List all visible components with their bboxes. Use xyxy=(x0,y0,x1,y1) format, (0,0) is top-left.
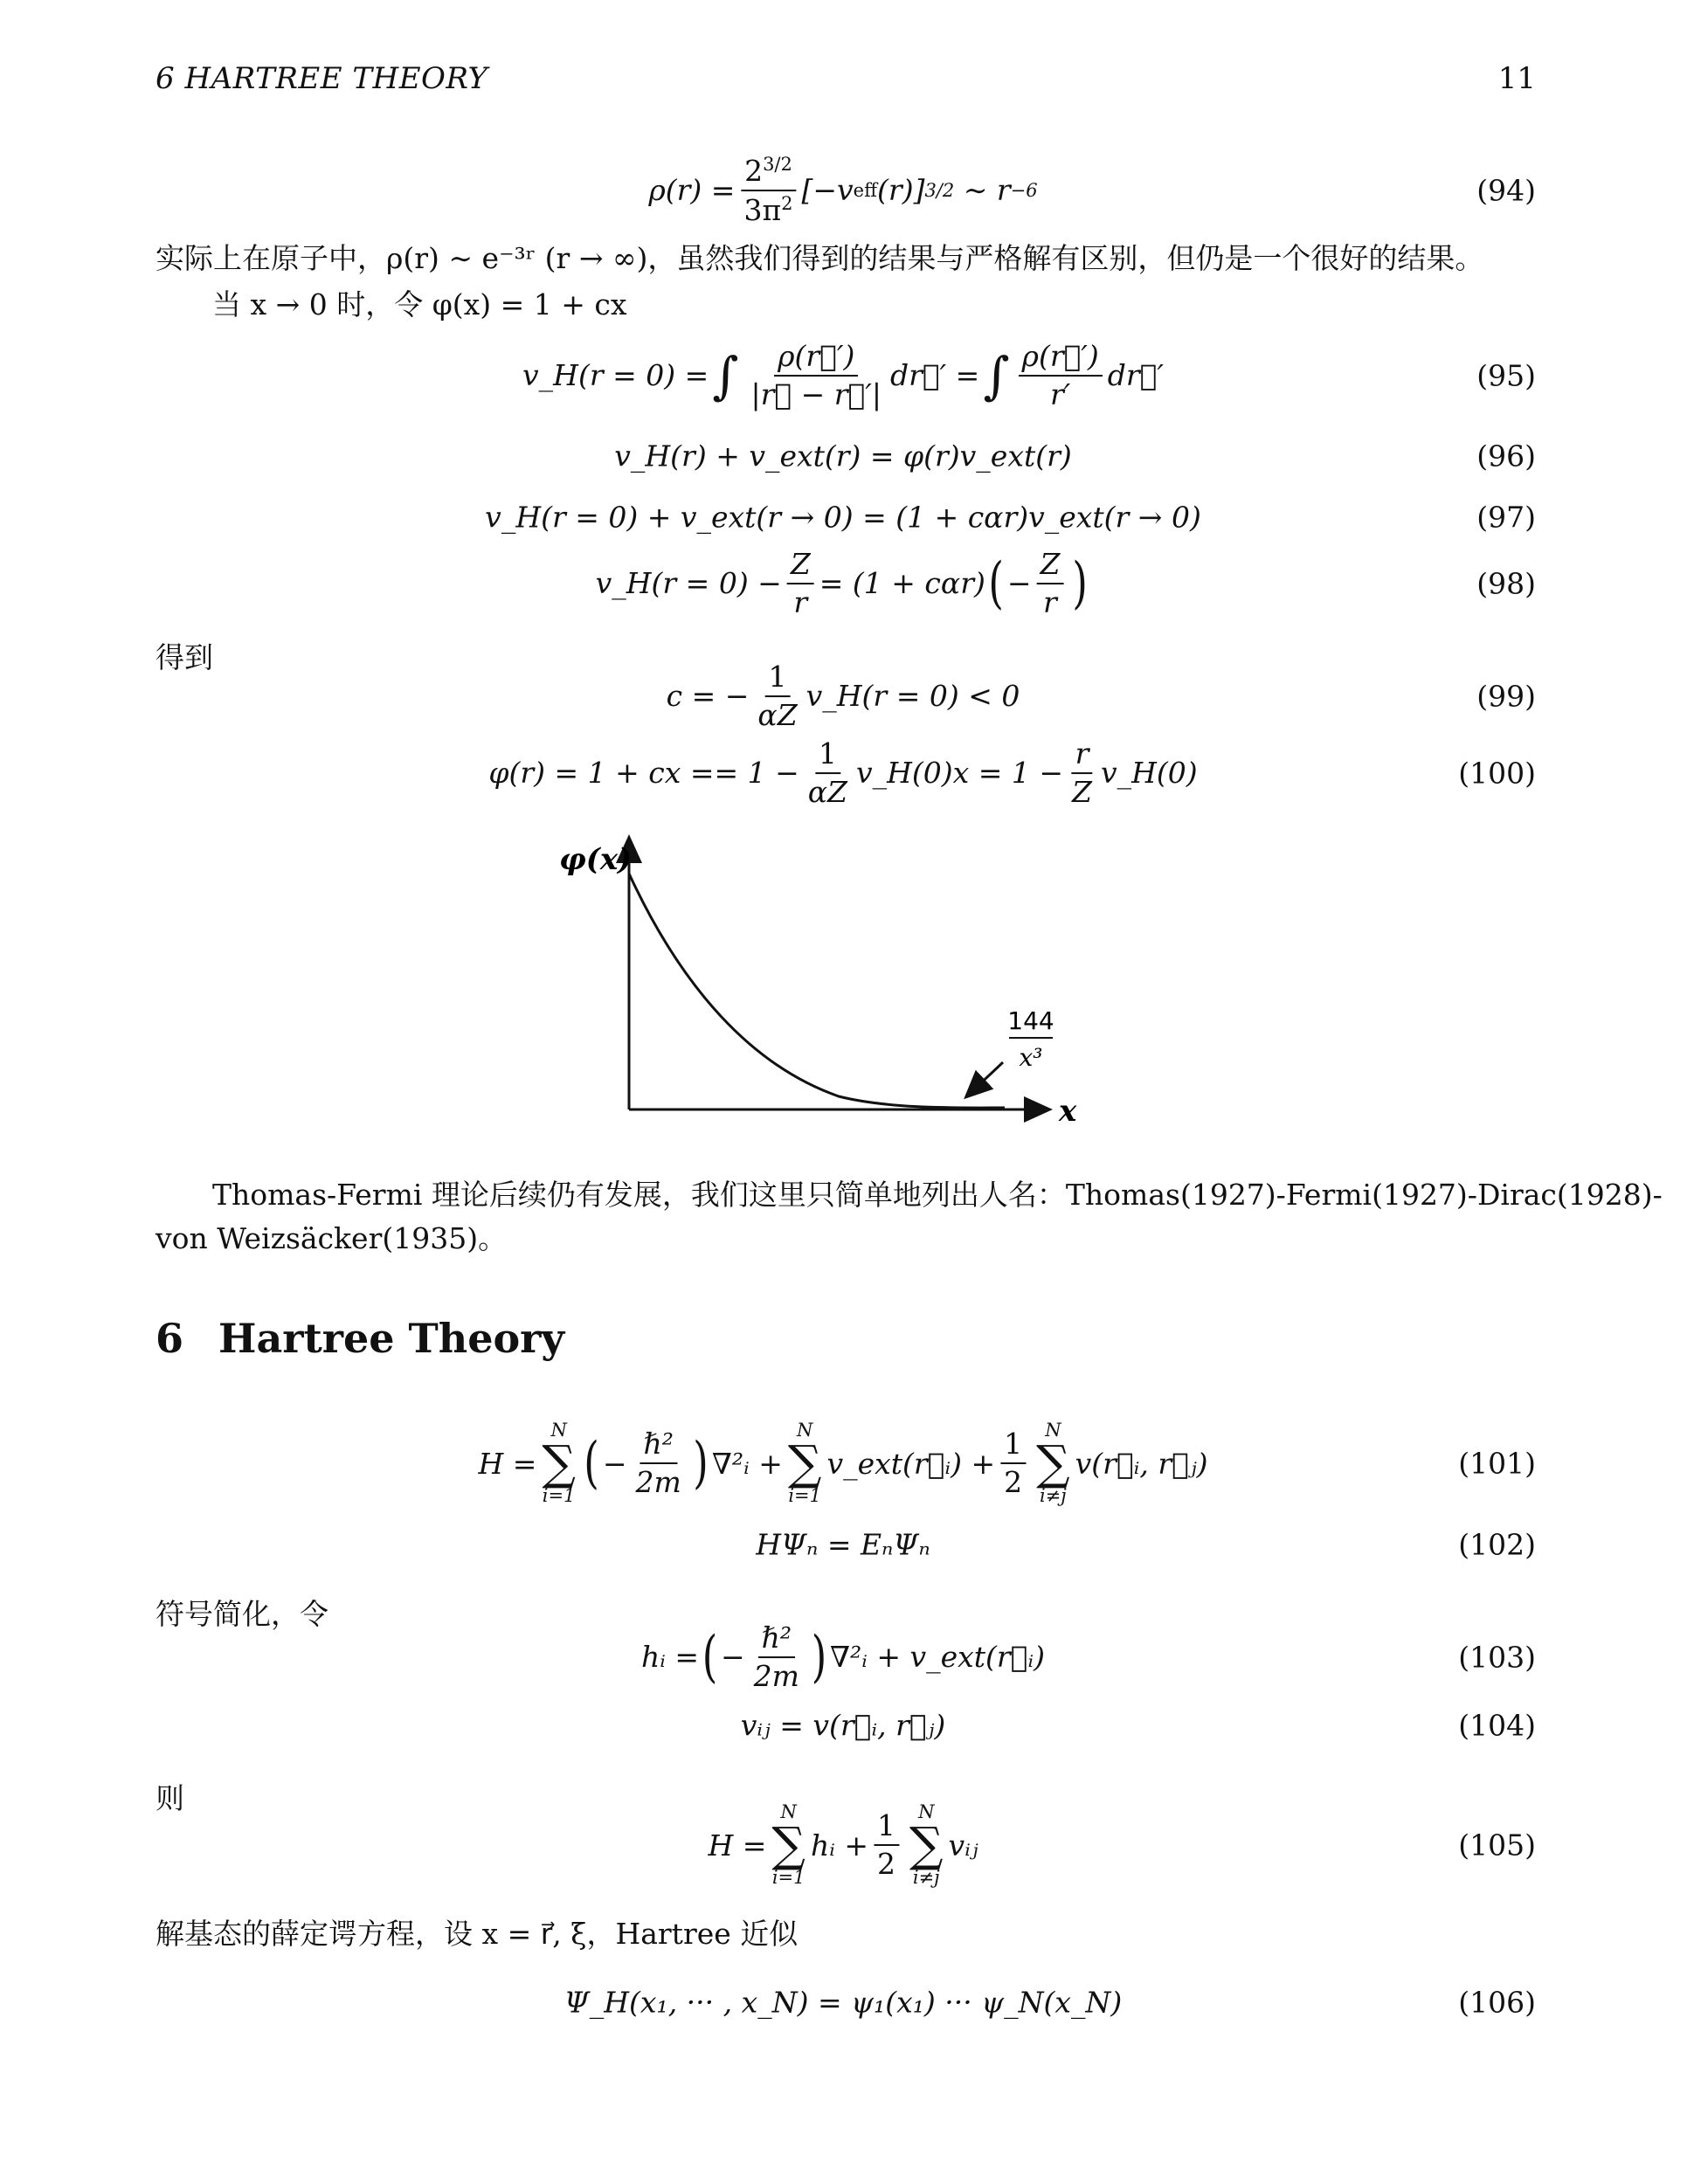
eq98-n1: Z xyxy=(787,548,814,584)
right-paren: ) xyxy=(693,1431,709,1496)
eq95-n1: ρ(r⃗′) xyxy=(774,340,858,377)
sum-sign: N ∑ i=1 xyxy=(787,1420,822,1506)
integral-sign: ∫ xyxy=(712,346,739,405)
label-notation-simplify: 符号简化，令 xyxy=(156,1597,328,1631)
eq105-term1: hᵢ + xyxy=(810,1828,868,1863)
eq98-n2: Z xyxy=(1036,548,1063,584)
sum-sign: N ∑ i=1 xyxy=(771,1801,805,1888)
section-heading xyxy=(156,1315,564,1362)
eq94-mid-sub: eff xyxy=(853,180,878,201)
sum-sign: N ∑ i≠j xyxy=(909,1801,944,1888)
eq97-text: v_H(r = 0) + v_ext(r → 0) = (1 + cαr)v_ext(r → 0) xyxy=(485,500,1201,535)
eq95-lhs: v_H(r = 0) = xyxy=(522,358,709,393)
eq101-tag: (101) xyxy=(1458,1446,1536,1481)
phi-curve xyxy=(629,874,1005,1108)
eq94-fraction xyxy=(740,154,796,227)
left-paren: ( xyxy=(584,1431,600,1496)
eq105-tag: (105) xyxy=(1458,1828,1536,1863)
eq94-den: 3π xyxy=(743,193,782,227)
eq99-fraction xyxy=(754,660,800,732)
paragraph-atom-density: 实际上在原子中，ρ(r) ∼ e⁻³ʳ (r → ∞)，虽然我们得到的结果与严格解有区别，但仍是一个很好的结果。 xyxy=(156,241,1484,275)
eq98-tag: (98) xyxy=(1476,566,1536,601)
eq104-tag: (104) xyxy=(1458,1708,1536,1743)
left-paren: ( xyxy=(988,551,1005,616)
eq99-d: αZ xyxy=(757,698,798,732)
right-paren: ) xyxy=(811,1625,827,1690)
eq100-lhs: φ(r) = 1 + cx == 1 − xyxy=(488,756,799,791)
eq94-mid2: (r)] xyxy=(877,173,925,208)
eq98-fraction-1 xyxy=(787,548,814,619)
phi-decay-svg xyxy=(524,821,1136,1144)
integral-sign: ∫ xyxy=(983,346,1010,405)
eq100-d1: αZ xyxy=(807,775,847,809)
paragraph-tf-history-line1: Thomas-Fermi 理论后续仍有发展，我们这里只简单地列出人名：Thomas(1927)-Fermi(1927)-Dirac(1928)- xyxy=(212,1178,1663,1212)
eq94-rhs-sup: −6 xyxy=(1010,180,1038,201)
eq94-mid: [−v xyxy=(801,173,854,208)
eq100-fraction-1 xyxy=(805,737,851,809)
page-number: 11 xyxy=(1497,61,1536,96)
eq100-n2: r xyxy=(1072,737,1093,774)
section-title: Hartree Theory xyxy=(218,1315,565,1362)
eq101-half: $\frac{1}{2}$ xyxy=(1000,1427,1026,1499)
paragraph-limit-condition: 当 x → 0 时，令 φ(x) = 1 + cx xyxy=(212,287,627,321)
eq101-term2: v_ext(r⃗ᵢ) + xyxy=(826,1446,996,1481)
eq99-tag: (99) xyxy=(1476,679,1536,714)
label-then: 则 xyxy=(156,1781,184,1815)
eq103-rhs: ∇²ᵢ + v_ext(r⃗ᵢ) xyxy=(829,1640,1045,1675)
eq95-mid: dr⃗′ = xyxy=(889,358,980,393)
eq104-text: vᵢⱼ = v(r⃗ᵢ, r⃗ⱼ) xyxy=(740,1708,946,1743)
page: 6 HARTREE THEORY 11 ρ(r) = $\frac{2^{3/2}}{3\pi^2}$ [−v eff (r)] 3/2 ∼ r −6 (94) 实际上在原子中，ρ(r) ∼ e⁻³ʳ (r → ∞)，虽然我们得到的结果与严格解有区别，但仍是一个很好的结果。 当 x → 0 时，令 φ(x) = 1 + cx v_H(r = 0) = ∫ $\frac{\rho(r⃗')}{|r⃗ - r⃗'|}$ dr⃗′ = ∫ $\frac{\rho(r⃗')}{r'}$ dr⃗′ (95) v_H(r) + v_ext(r) = φ(r)v_ext(r) (96) v_H(r = 0) + v_ext(r → 0) = (1 + cαr)v_ext(r → 0) (97) v_H(r = 0) − $\frac{Z}{r}$ = (1 + cαr) ( − $\frac{Z}{r}$ ) (98) 得到 c = − $\frac{1}{\alpha Z}$ v_H(r = 0) < 0 (99) φ(r) = 1 + cx == 1 − $\frac{1}{\alpha Z}$ v_H(0)x = 1 − $\frac{r}{Z}$ v_H(0) (100) φ(x) x 144 x³ Thomas-Fermi 理论后续仍有发展，我们这里只简单地列出人名：Thomas(1927)-Fermi(1927)-Dirac(1928)- von Weizsäcker(1935)。 6 Hartree Theory H = N ∑ i=1 ( − $\frac{\text{ℏ²}}{2m}$ ) ∇²ᵢ + N ∑ i=1 v_ext(r⃗ᵢ) + $\frac{1}{2}$ N ∑ i≠j v(r⃗ᵢ, r⃗ⱼ) (101) HΨₙ = EₙΨₙ (102) 符号简化，令 hᵢ = ( − $\frac{\text{ℏ²}}{2m}$ ) ∇²ᵢ + v_ext(r⃗ᵢ) (103) vᵢⱼ = v(r⃗ᵢ, r⃗ⱼ) (104) 则 H = N ∑ i=1 hᵢ + $\frac{1}{2}$ N ∑ i≠j vᵢⱼ (105) 解基态的薛定谔方程，设 x = r⃗, ξ，Hartree 近似 Ψ_H(x₁, ··· , x_N) = ψ₁(x₁) ··· ψ_N(x_N) (106) xyxy=(156,61,1663,2020)
eq94-num: 2 xyxy=(744,154,764,189)
eq101-term1: ∇²ᵢ + xyxy=(711,1446,783,1481)
annotation-arrow xyxy=(973,1062,1003,1090)
eq98-lhs: v_H(r = 0) − xyxy=(595,566,782,601)
eq103-tag: (103) xyxy=(1458,1640,1536,1675)
eq98-d2: r xyxy=(1043,585,1057,619)
eq100-end: v_H(0) xyxy=(1100,756,1198,791)
eq100-tag: (100) xyxy=(1458,756,1536,791)
running-header-title: 6 HARTREE THEORY xyxy=(156,61,488,96)
eq95-n2: ρ(r⃗′) xyxy=(1019,340,1103,377)
eq100-d2: Z xyxy=(1072,775,1092,809)
eq99-rhs: v_H(r = 0) < 0 xyxy=(805,679,1020,714)
y-axis-label: φ(x) xyxy=(559,842,633,877)
eq101-lhs: H = xyxy=(478,1446,537,1481)
eq98-mid: = (1 + cαr) xyxy=(819,566,985,601)
left-paren: ( xyxy=(702,1625,718,1690)
eq98-fraction-2 xyxy=(1036,548,1063,619)
label-obtain: 得到 xyxy=(156,640,213,674)
eq102-tag: (102) xyxy=(1458,1527,1536,1562)
eq100-fraction-2 xyxy=(1068,737,1096,809)
eq106-tag: (106) xyxy=(1458,1985,1536,2020)
eq95-tag: (95) xyxy=(1476,358,1536,393)
eq99-n: 1 xyxy=(765,660,791,697)
eq103-lhs: hᵢ = xyxy=(641,1640,700,1675)
eq101-hbar-fraction: $\frac{\text{ℏ²}}{2m}$ xyxy=(635,1427,681,1499)
eq94-den-sup: 2 xyxy=(781,193,793,214)
eq102-text: HΨₙ = EₙΨₙ xyxy=(756,1527,930,1562)
sum-sign: N ∑ i≠j xyxy=(1036,1420,1070,1506)
eq98-d1: r xyxy=(793,585,808,619)
eq95-d1: |r⃗ − r⃗′| xyxy=(750,377,882,411)
eq97-tag: (97) xyxy=(1476,500,1536,535)
eq94-mid2-sup: 3/2 xyxy=(924,180,955,201)
paragraph-hartree-approx: 解基态的薛定谔方程，设 x = r⃗, ξ，Hartree 近似 xyxy=(156,1917,799,1951)
eq105-half: $\frac{1}{2}$ xyxy=(874,1809,899,1881)
eq95-end: dr⃗′ xyxy=(1107,358,1164,393)
sum-sign: N ∑ i=1 xyxy=(542,1420,576,1506)
eq99-lhs: c = − xyxy=(666,679,750,714)
annotation-numerator: 144 xyxy=(1007,1006,1054,1035)
eq94-rhs: ∼ r xyxy=(963,173,1011,208)
section-number: 6 xyxy=(156,1315,184,1362)
eq100-mid: v_H(0)x = 1 − xyxy=(855,756,1064,791)
eq95-fraction-1 xyxy=(747,340,885,411)
eq105-lhs: H = xyxy=(708,1828,767,1863)
eq100-n1: 1 xyxy=(815,737,840,774)
x-axis-label: x xyxy=(1059,1094,1077,1129)
eq96-text: v_H(r) + v_ext(r) = φ(r)v_ext(r) xyxy=(614,439,1072,473)
eq106-text: Ψ_H(x₁, ··· , x_N) = ψ₁(x₁) ··· ψ_N(x_N) xyxy=(563,1985,1123,2020)
phi-decay-figure xyxy=(524,821,1136,1144)
paragraph-tf-history-line2: von Weizsäcker(1935)。 xyxy=(156,1221,508,1255)
eq95-d2: r′ xyxy=(1050,377,1071,411)
eq94-tag: (94) xyxy=(1476,173,1536,208)
eq101-term3: v(r⃗ᵢ, r⃗ⱼ) xyxy=(1075,1446,1208,1481)
eq103-hbar-fraction: $\frac{\text{ℏ²}}{2m}$ xyxy=(753,1621,799,1693)
eq95-fraction-2 xyxy=(1019,340,1103,411)
eq96-tag: (96) xyxy=(1476,439,1536,473)
right-paren: ) xyxy=(1072,551,1088,616)
annotation-denominator: x³ xyxy=(1019,1043,1043,1072)
eq105-term2: vᵢⱼ xyxy=(948,1828,978,1863)
eq94-num-sup: 3/2 xyxy=(763,154,792,176)
eq94-lhs: ρ(r) = xyxy=(648,173,736,208)
